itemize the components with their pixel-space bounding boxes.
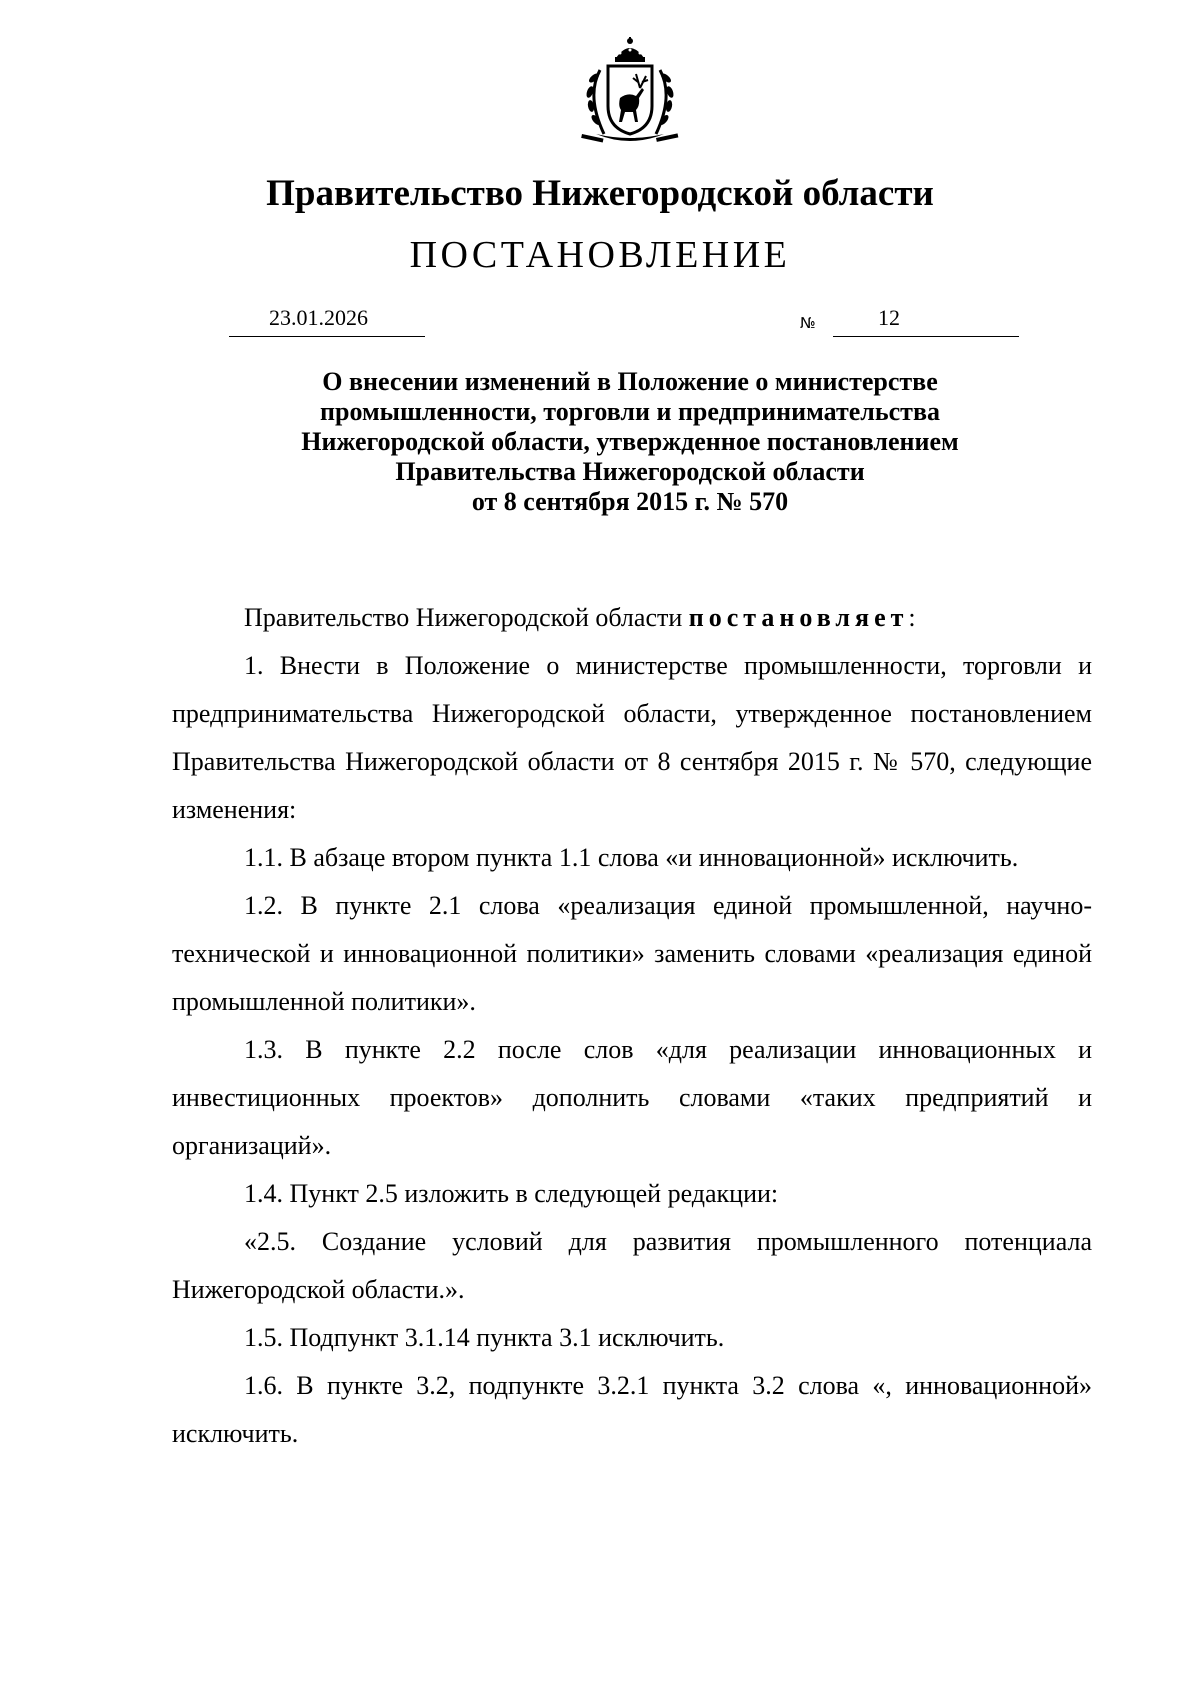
subject-line: Нижегородской области, утвержденное постановлением xyxy=(301,427,959,456)
body-paragraph: 1.2. В пункте 2.1 слова «реализация единой промышленной, научно-технической и инновационной политики» заменить словами «реализация единой промышленной политики». xyxy=(172,891,1092,1016)
body-paragraph: 1.5. Подпункт 3.1.14 пункта 3.1 исключить. xyxy=(244,1323,725,1352)
subject-line: О внесении изменений в Положение о министерстве xyxy=(322,367,938,396)
shield-icon xyxy=(608,66,652,134)
document-type: ПОСТАНОВЛЕНИЕ xyxy=(409,234,791,276)
crown-icon xyxy=(615,37,645,62)
body-paragraph: 1.3. В пункте 2.2 после слов «для реализации инновационных и инвестиционных проектов» дополнить словами «таких предприятий и организаций». xyxy=(172,1035,1092,1160)
subject-line: промышленности, торговли и предпринимательства xyxy=(320,397,940,426)
government-title: Правительство Нижегородской области xyxy=(266,173,934,214)
subject-line: Правительства Нижегородской области xyxy=(395,457,865,486)
document-number: 12 xyxy=(878,305,900,330)
preamble-text: Правительство Нижегородской области xyxy=(244,603,689,632)
document-body xyxy=(172,594,1092,1458)
number-sign: № xyxy=(800,314,816,332)
document-subject xyxy=(200,367,1060,517)
document-date: 23.01.2026 xyxy=(269,305,368,330)
document-number-field xyxy=(833,304,1019,337)
body-paragraph: 1.4. Пункт 2.5 изложить в следующей редакции: xyxy=(244,1179,779,1208)
body-paragraph: 1.6. В пункте 3.2, подпункте 3.2.1 пункта 3.2 слова «, инновационной» исключить. xyxy=(172,1371,1092,1448)
body-paragraph: 1. Внести в Положение о министерстве промышленности, торговли и предпринимательства Нижегородской области, утвержденное постановлением Правительства Нижегородской области от 8 сентября 2015 г. № 570, следующие изменения: xyxy=(172,651,1092,824)
subject-line: от 8 сентября 2015 г. № 570 xyxy=(471,487,789,516)
body-paragraph: «2.5. Создание условий для развития промышленного потенциала Нижегородской области.». xyxy=(172,1227,1092,1304)
preamble-end: : xyxy=(908,603,916,632)
body-paragraph: 1.1. В абзаце втором пункта 1.1 слова «и инновационной» исключить. xyxy=(244,843,1019,872)
coat-of-arms-emblem xyxy=(576,36,684,150)
preamble-paragraph xyxy=(172,594,1092,642)
preamble-verb: постановляет xyxy=(688,603,909,632)
document-date-field xyxy=(229,304,425,337)
